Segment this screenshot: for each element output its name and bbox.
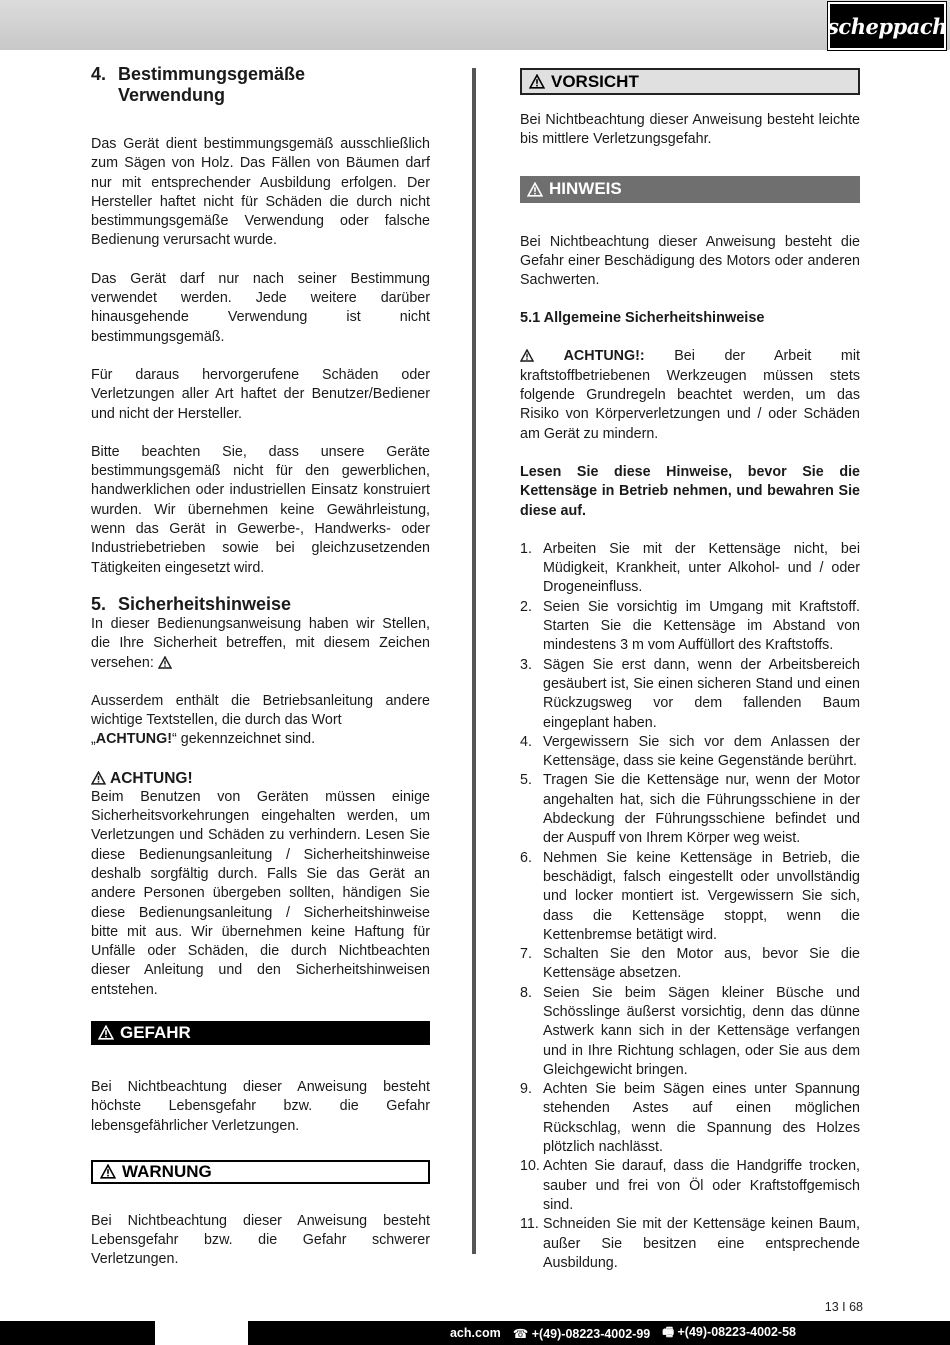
list-item-number: 4. [520,733,532,750]
list-item-text: Arbeiten Sie mit der Kettensäge nicht, bei Müdigkeit, Krankheit, unter Alkohol- und / oder Drogeneinfluss. [543,540,860,596]
list-item-text: Tragen Sie die Kettensäge nur, wenn der Motor angehalten hat, sich die Führungsschiene in der Abdeckung der Führungsschiene befindet und der Auspuff von Ihrem Körper weg weist. [543,772,860,847]
list-item [520,771,860,848]
warning-triangle-icon [100,1164,116,1179]
list-item-text: Achten Sie darauf, dass die Handgriffe trocken, sauber und frei von Öl oder Kraftstoffgemisch sind. [543,1158,860,1213]
section-4-title: Bestimmungsgemäße Verwendung [118,64,306,105]
list-item-text: Seien Sie beim Sägen kleiner Büsche und Schösslinge äußerst vorsichtig, denn das dünne Astwerk kann sich in der Kettensäge verfangen und in Ihre Richtung schlagen, oder Sie aus dem Gleichgewicht bringen. [543,984,860,1078]
list-item-text: Schalten Sie den Motor aus, bevor Sie die Kettensäge absetzen. [543,946,860,982]
list-item-text: Achten Sie beim Sägen eines unter Spannung stehenden Astes auf einen möglichen Rückschlag, wenn die Spannung des Holzes plötzlich nachlässt. [543,1081,860,1156]
paragraph-commercial-use: Bitte beachten Sie, dass unsere Geräte bestimmungsgemäß nicht für den gewerblichen, handwerklichen oder industriellen Einsatz konstruiert wurden. Wir übernehmen keine Gewährleistung, wenn das Gerät in Gewerbe-, Handwerks- oder Industriebetrieben sowie bei gleichzusetzenden Tätigkeiten eingesetzt wird. [91,443,430,576]
achtung-keyword: ACHTUNG! [95,731,173,748]
safety-rules-list [520,540,860,1273]
list-item-number: 3. [520,656,532,673]
paragraph-safety-precautions: Beim Benutzen von Geräten müssen einige Sicherheitsvorkehrungen eingehalten werden, um Verletzungen und Schäden zu verhindern. Lesen Sie diese Bedienungsanleitung / Sicherheitshinweise deshalb sorgfältig durch. Falls Sie das Gerät an andere Personen übergeben sollten, händigen Sie diese Bedienungsanleitung / Sicherheitshinweise bitte mit aus. Wir übernehmen keine Haftung für Unfälle oder Schäden, die durch Nichtbeachten dieser Anleitung und den Sicherheitshinweisen entstehen. [91,788,430,998]
footer-phone: ☎ +(49)-08223-4002-99 [512,1326,651,1341]
list-item [520,984,860,1080]
list-item [520,733,860,772]
list-item-number: 9. [520,1081,532,1098]
warnung-box [91,1160,430,1184]
vorsicht-box [520,68,860,95]
hinweis-text: Bei Nichtbeachtung dieser Anweisung besteht die Gefahr einer Beschädigung des Motors oder anderen Sachwerten. [520,233,860,289]
section-5-heading [91,594,430,615]
section-5-title: Sicherheitshinweise [118,593,292,614]
list-item-number: 6. [520,849,532,866]
list-item-number: 10. [520,1158,540,1175]
list-item [520,1215,860,1273]
list-item-text: Schneiden Sie mit der Kettensäge keinen Baum, außer Sie besitzen eine entsprechende Ausbildung. [543,1216,860,1271]
warning-triangle-icon [91,771,106,785]
list-item-text: Seien Sie vorsichtig im Umgang mit Kraftstoff. Starten Sie die Kettensäge im Abstand von mindestens 3 m vom Auffüllort des Kraftstoffs. [543,598,860,654]
paragraph-use-restriction: Das Gerät darf nur nach seiner Bestimmung verwendet werden. Jede weitere darüber hinausgehende Verwendung ist nicht bestimmungsgemäß. [91,270,430,345]
achtung-heading [91,769,430,788]
vorsicht-text: Bei Nichtbeachtung dieser Anweisung besteht leichte bis mittlere Verletzungsgefahr. [520,112,860,148]
header-bar [0,0,950,50]
warning-triangle-icon [98,1025,114,1040]
hinweis-box [520,176,860,203]
footer-fax: 🖷 +(49)-08223-4002-58 [662,1324,796,1339]
footer-website[interactable]: ach.com [449,1326,501,1340]
list-item-number: 5. [520,772,532,789]
right-column [520,68,860,1273]
read-notice: Lesen Sie diese Hinweise, bevor Sie die Kettensäge in Betrieb nehmen, und bewahren Sie diese auf. [520,463,860,519]
footer-bar [0,1321,950,1345]
achtung-lead: ACHTUNG!: [563,348,645,365]
list-item-text: Sägen Sie erst dann, wenn der Arbeitsbereich gesäubert ist, Sie einen sicheren Stand und einen Rückzugsweg vor dem fallenden Baum eingeplant haben. [543,656,860,731]
paragraph-general-rules [520,347,860,443]
footer-contacts [438,1321,796,1345]
general-rules-text: Bei der Arbeit mit kraftstoffbetriebenen Werkzeugen müssen stets folgende Grundregeln beachtet werden, um das Risiko von Körperverletzungen und / oder Schäden am Gerät zu mindern. [520,348,860,442]
section-5-1-heading: 5.1 Allgemeine Sicherheitshinweise [520,310,765,327]
safety-symbol-text: In dieser Bedienungsanweisung haben wir Stellen, die Ihre Sicherheit betreffen, mit diesem Zeichen versehen: [91,615,430,671]
paragraph-liability: Für daraus hervorgerufene Schäden oder Verletzungen aller Art haftet der Benutzer/Bediener und nicht der Hersteller. [91,366,430,422]
footer-white-block [155,1321,248,1345]
gefahr-label: GEFAHR [120,1023,191,1043]
achtung-heading-label: ACHTUNG! [110,769,193,787]
list-item-number: 2. [520,598,532,615]
achtung-word-text: Ausserdem enthält die Betriebsanleitung andere wichtige Textstellen, die durch das Wort [91,692,430,729]
list-item [520,1080,860,1157]
vorsicht-label: VORSICHT [551,71,639,91]
warnung-text: Bei Nichtbeachtung dieser Anweisung besteht Lebensgefahr bzw. die Gefahr schwerer Verletzungen. [91,1212,430,1268]
list-item-text: Vergewissern Sie sich vor dem Anlassen der Kettensäge, dass sie keine Gegenstände berührt. [543,733,860,770]
quote-open: „ [91,731,96,748]
list-item-number: 1. [520,540,532,557]
paragraph-achtung-word [91,692,430,750]
warning-triangle-icon [520,349,534,362]
brand-logo: scheppach [828,2,946,50]
section-5-number: 5. [91,593,107,614]
list-item [520,1157,860,1215]
list-item [520,945,860,984]
list-item-number: 11. [520,1216,539,1233]
list-item [520,849,860,945]
column-divider [472,68,476,1254]
section-4-heading [91,64,430,106]
gefahr-box [91,1021,430,1045]
list-item [520,656,860,733]
warning-triangle-icon [527,182,543,197]
paragraph-safety-symbol [91,615,430,673]
hinweis-label: HINWEIS [549,179,622,199]
left-column [91,64,430,1270]
section-4-number: 4. [91,64,107,84]
list-item-number: 8. [520,984,532,1001]
paragraph-intended-use: Das Gerät dient bestimmungsgemäß ausschließlich zum Sägen von Holz. Das Fällen von Bäumen darf nur mit entsprechender Ausbildung erfolgen. Der Hersteller haftet nicht für Schäden die durch nicht bestimmungsgemäße Verwendung oder falsche Bedienung verursacht wurde. [91,136,430,249]
warnung-label: WARNUNG [122,1162,212,1182]
list-item-text: Nehmen Sie keine Kettensäge in Betrieb, die beschädigt, falsch eingestellt oder unvollständig und locker montiert ist. Vergewissern Sie sich, dass die Kettensäge stoppt, wenn die Kettenbremse betätigt wird. [543,849,860,943]
gefahr-text: Bei Nichtbeachtung dieser Anweisung besteht höchste Lebensgefahr bzw. die Gefahr lebensgefährlicher Verletzungen. [91,1078,430,1134]
warning-triangle-icon [158,656,172,669]
list-item [520,540,860,598]
list-item-number: 7. [520,946,532,963]
warning-triangle-icon [529,74,545,89]
achtung-word-tail: “ gekennzeichnet sind. [172,731,316,748]
list-item [520,598,860,656]
page-number: 13 I 68 [824,1300,863,1314]
